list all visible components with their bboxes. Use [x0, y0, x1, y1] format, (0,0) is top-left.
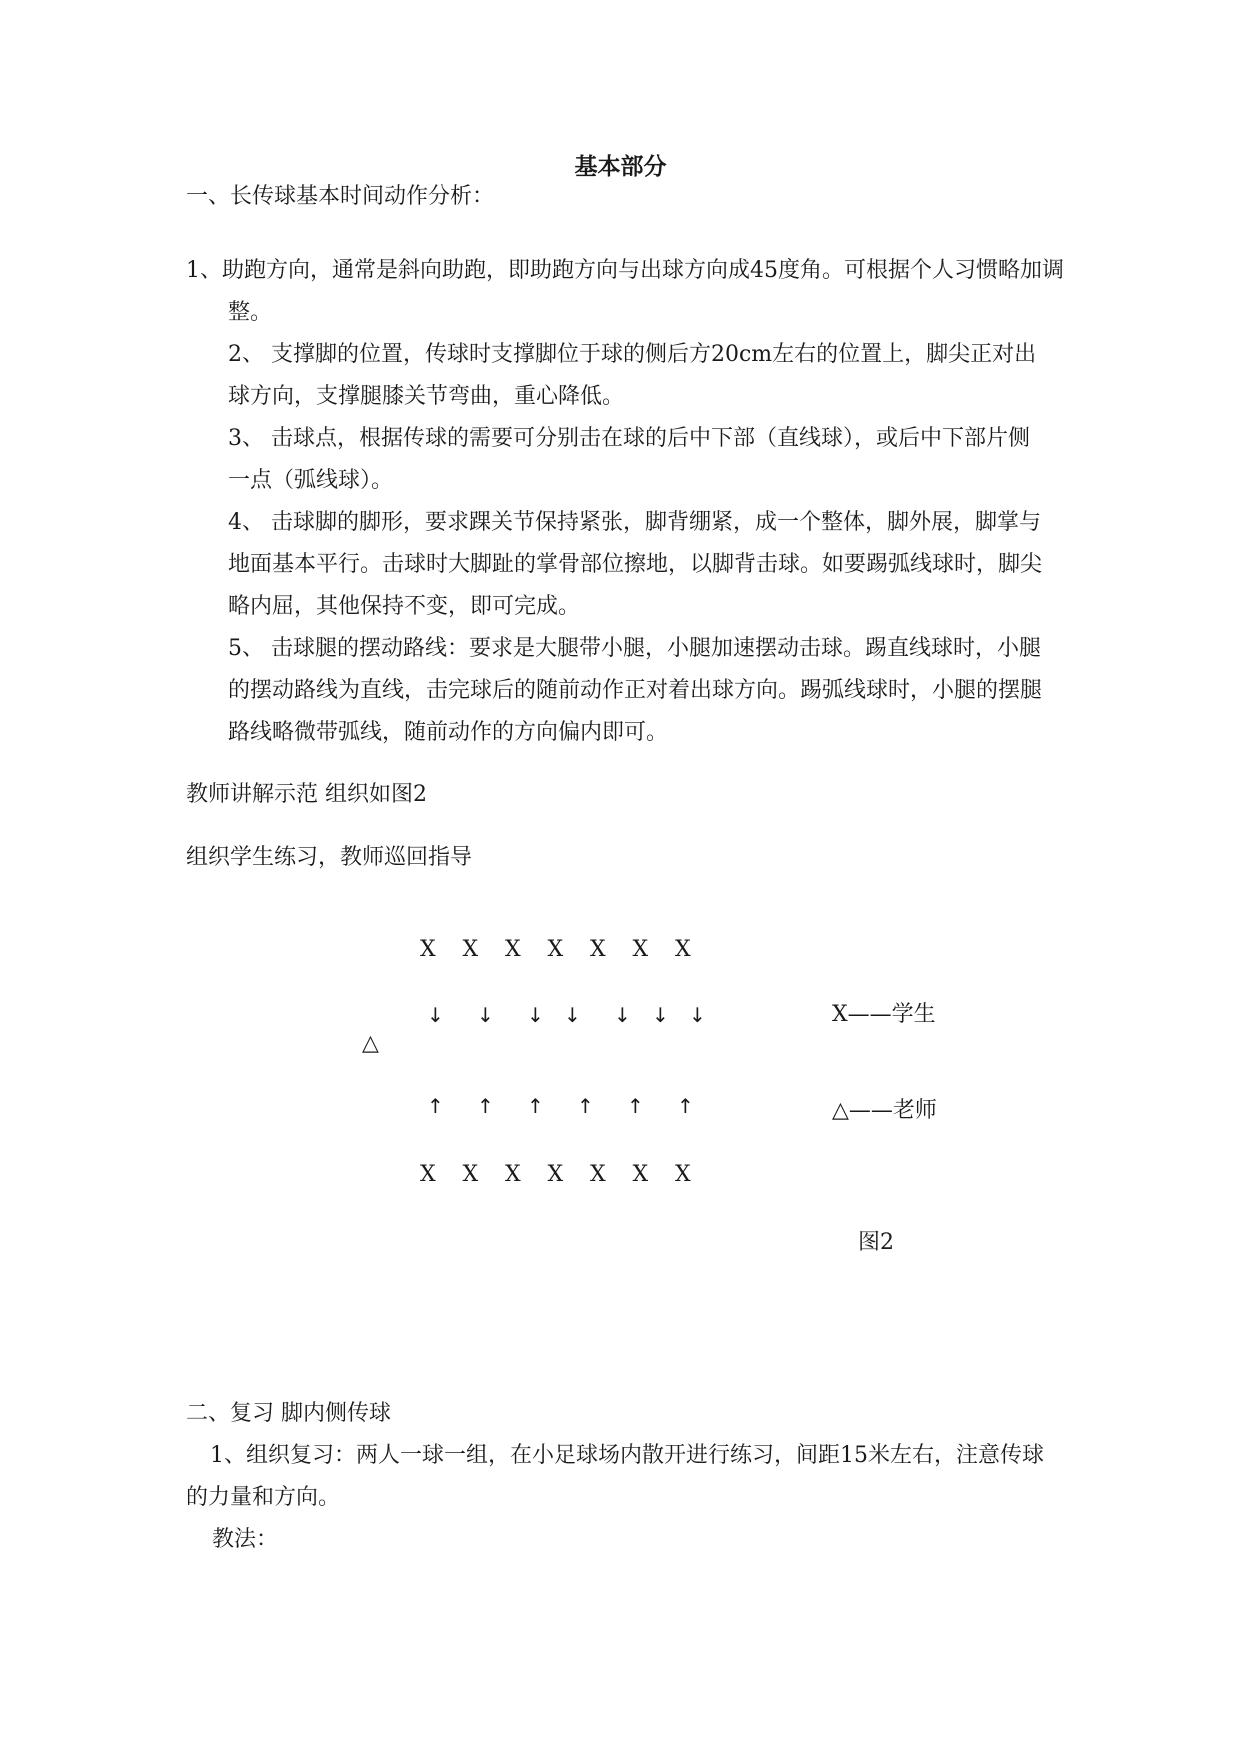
down-arrow: ↓: [527, 1003, 544, 1027]
student-mark: X: [632, 1162, 649, 1187]
section-2-heading: 二、复习 脚内侧传球: [186, 1401, 391, 1426]
student-mark: X: [462, 1162, 479, 1187]
student-mark: X: [590, 937, 606, 962]
down-arrow: ↓: [689, 1003, 706, 1027]
student-mark: X: [420, 937, 436, 962]
section-2-paragraph: 1、组织复习：两人一球一组，在小足球场内散开进行练习，间距15米左右，注意传球的力量和方向。: [186, 1443, 1044, 1510]
item-1: 1、助跑方向，通常是斜向助跑，即助跑方向与出球方向成45度角。可根据个人习惯略加调整。: [186, 258, 1064, 325]
item-2: 2、 支撑脚的位置，传球时支撑脚位于球的侧后方20cm左右的位置上，脚尖正对出球方向，支撑腿膝关节弯曲，重心降低。: [228, 342, 1037, 409]
student-mark: X: [420, 1162, 436, 1187]
up-arrow: ↑: [627, 1094, 644, 1118]
up-arrow: ↑: [577, 1094, 594, 1118]
legend-student: X——学生: [832, 1002, 936, 1027]
student-mark: X: [675, 1162, 691, 1187]
teacher-mark: △: [362, 1031, 379, 1056]
practice-line: 组织学生练习，教师巡回指导: [186, 845, 473, 870]
section-1-heading: 一、长传球基本时间动作分析：: [186, 184, 495, 209]
student-row-bottom: [420, 1162, 718, 1187]
student-mark: X: [547, 937, 564, 962]
item-5: 5、 击球腿的摆动路线：要求是大腿带小腿，小腿加速摆动击球。踢直线球时，小腿的摆动路线为直线，击完球后的随前动作正对着出球方向。踢弧线球时，小腿的摆腿路线略微带弧线，随前动作的方向偏内即可。: [228, 636, 1043, 745]
student-mark: X: [547, 1162, 564, 1187]
down-arrow: ↓: [564, 1003, 581, 1027]
legend-teacher: △——老师: [832, 1098, 937, 1123]
figure-caption: 图2: [858, 1230, 894, 1255]
up-arrow: ↑: [427, 1094, 444, 1118]
student-mark: X: [590, 1162, 606, 1187]
demo-line: 教师讲解示范 组织如图2: [186, 782, 427, 807]
up-arrow: ↑: [527, 1094, 544, 1118]
student-mark: X: [675, 937, 691, 962]
student-mark: X: [462, 937, 479, 962]
item-3: 3、 击球点，根据传球的需要可分别击在球的后中下部（直线球），或后中下部片侧一点（弧线球）。: [228, 426, 1030, 493]
up-arrow: ↑: [477, 1094, 494, 1118]
down-arrow: ↓: [477, 1003, 494, 1027]
up-arrow: ↑: [677, 1094, 694, 1118]
teaching-method-label: 教法：: [212, 1527, 279, 1552]
down-arrow: ↓: [614, 1003, 631, 1027]
student-mark: X: [632, 937, 649, 962]
down-arrow: ↓: [652, 1003, 669, 1027]
student-mark: X: [505, 937, 521, 962]
down-arrow: ↓: [427, 1003, 444, 1027]
item-4: 4、 击球脚的脚形，要求踝关节保持紧张，脚背绷紧，成一个整体，脚外展，脚掌与地面基本平行。击球时大脚趾的掌骨部位擦地，以脚背击球。如要踢弧线球时，脚尖略内屈，其他保持不变，即可完成。: [228, 510, 1043, 619]
page-title: 基本部分: [574, 153, 667, 180]
student-mark: X: [505, 1162, 521, 1187]
student-row-top: [420, 937, 718, 962]
